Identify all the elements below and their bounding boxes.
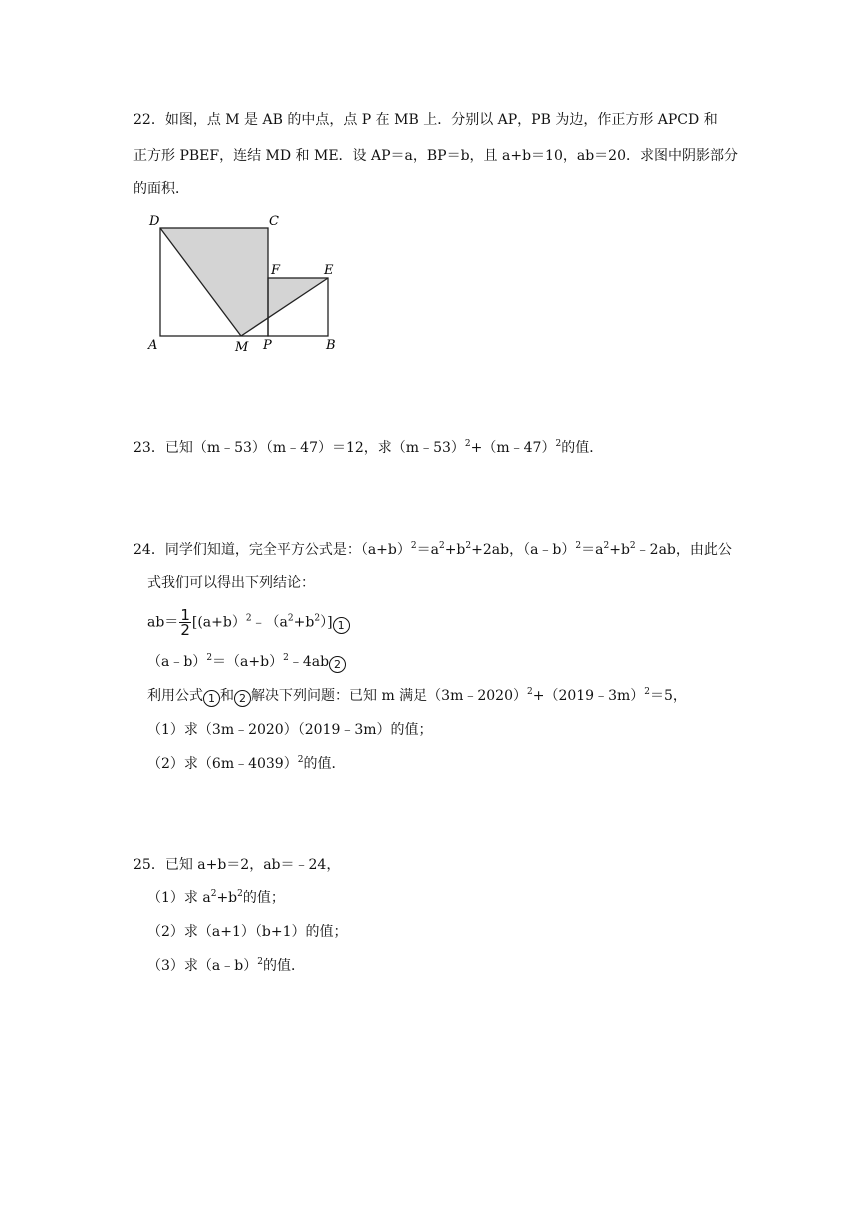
circled-number-2: 2 bbox=[234, 690, 251, 707]
label-e: E bbox=[324, 263, 334, 278]
q25-line1: 25．已知 a+b＝2，ab＝﹣24， bbox=[133, 857, 341, 873]
label-f: F bbox=[271, 263, 281, 278]
q23-line: 23．已知（m﹣53）（m﹣47）＝12，求（m﹣53）$^2$+（m﹣47）$^2$的值． bbox=[133, 439, 604, 456]
q22-line2: 正方形 PBEF，连结 MD 和 ME．设 AP＝a，BP＝b，且 a+b＝10，ab＝20．求图中阴影部分 bbox=[133, 148, 738, 164]
circled-number-2: 2 bbox=[329, 656, 346, 673]
q25-sub3: （3）求（a﹣b）$^2$的值． bbox=[147, 957, 305, 974]
q22-line3: 的面积． bbox=[133, 181, 189, 197]
label-b: B bbox=[326, 338, 336, 353]
shaded-region bbox=[160, 228, 328, 336]
label-c: C bbox=[269, 214, 279, 229]
circled-number-1: 1 bbox=[203, 690, 220, 707]
geometry-figure bbox=[143, 212, 353, 357]
circled-number-1: 1 bbox=[333, 617, 350, 634]
fraction-one-half: $\frac{1}{2}$ bbox=[180, 606, 190, 639]
label-p: P bbox=[263, 338, 272, 353]
q24-formula1: ab＝ $\frac{1}{2}$ $[(a+b)^2﹣(a^2+b^2)]$ 1 bbox=[147, 608, 350, 637]
q24-line2: 式我们可以得出下列结论： bbox=[147, 575, 315, 591]
q22-line1: 22．如图，点 M 是 AB 的中点，点 P 在 MB 上．分别以 AP，PB 为边，作正方形 APCD 和 bbox=[133, 112, 718, 128]
q24-sub2: （2）求（6m﹣4039）$^2$的值． bbox=[147, 755, 346, 772]
q25-sub1: （1）求 $a^2+b^2$的值； bbox=[147, 889, 285, 906]
q24-problem: 利用公式 1 和 2 解决下列问题：已知 m 满足（3m﹣2020）$^2$+（2019﹣3m）$^2$＝5， bbox=[147, 687, 687, 705]
q24-formula2: $(a﹣b)^2=(a+b)^2﹣4ab$ 2 bbox=[147, 652, 346, 673]
label-m: M bbox=[235, 340, 249, 355]
q24-line1: 24．同学们知道，完全平方公式是：$(a+b)^2=a^2+b^2+2ab$，$(a﹣b)^2=a^2+b^2﹣2ab$，由此公 bbox=[133, 541, 732, 558]
label-a: A bbox=[148, 338, 158, 353]
q25-sub2: （2）求（a+1）（b+1）的值； bbox=[147, 924, 348, 940]
label-d: D bbox=[149, 214, 160, 229]
q24-sub1: （1）求（3m﹣2020）（2019﹣3m）的值； bbox=[147, 722, 433, 738]
